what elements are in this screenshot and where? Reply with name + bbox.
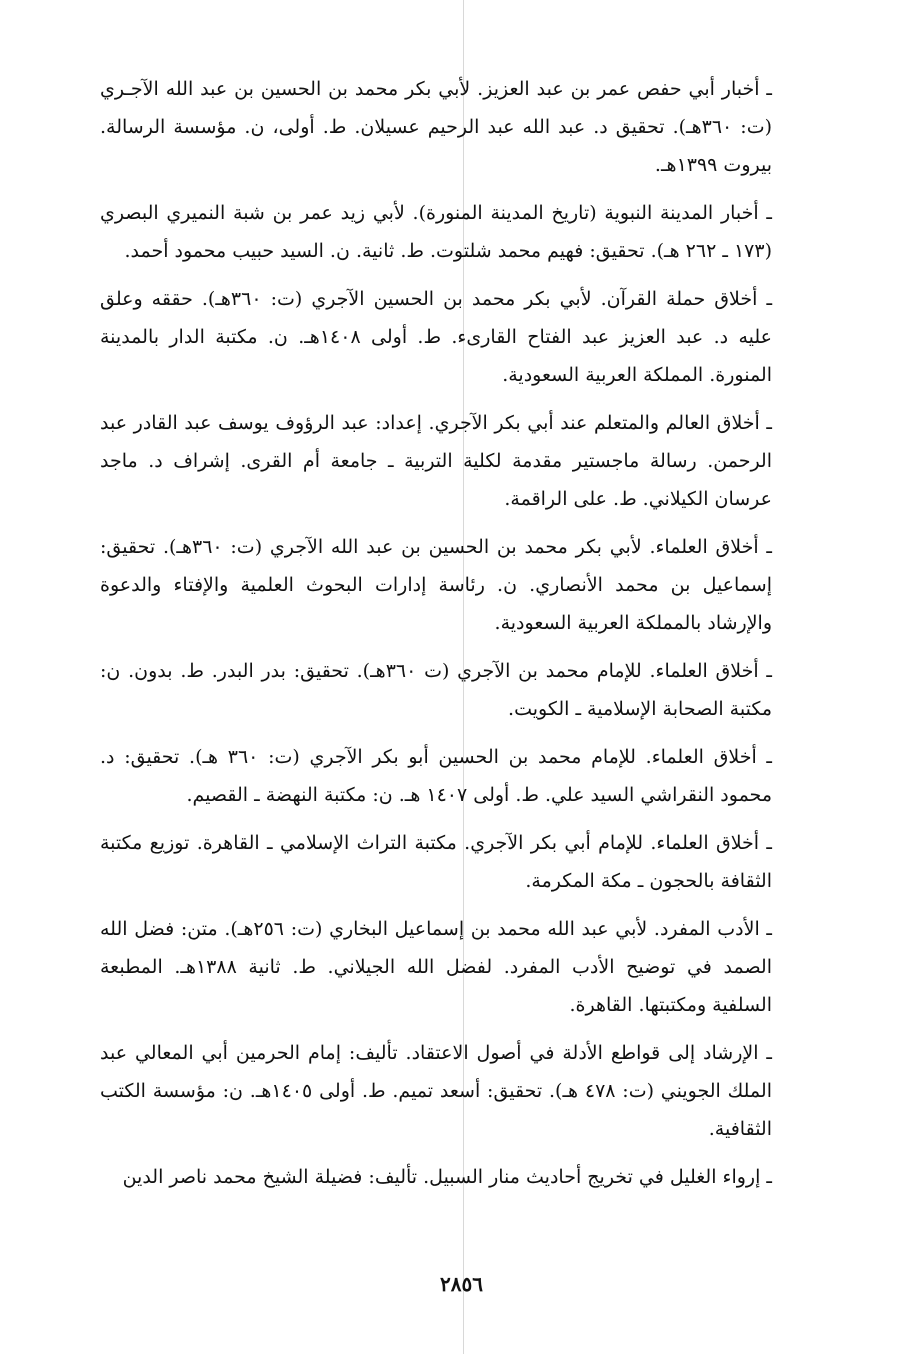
bibliography-entry: ـ أخبار المدينة النبوية (تاريخ المدينة المنورة). لأبي زيد عمر بن شبة النميري البصري (١٧٣ ـ ٢٦٢ هـ). تحقيق: فهيم محمد شلتوت. ط. ثانية. ن. السيد حبيب محمود أحمد. bbox=[100, 202, 772, 262]
bibliography-entry: ـ أخلاق العلماء. لأبي بكر محمد بن الحسين بن عبد الله الآجري (ت: ٣٦٠هـ). تحقيق: إسماعيل بن محمد الأنصاري. ن. رئاسة إدارات البحوث العلمية والإفتاء والدعوة والإرشاد بالمملكة العربية السعودية. bbox=[100, 536, 772, 634]
bibliography-entry: ـ الإرشاد إلى قواطع الأدلة في أصول الاعتقاد. تأليف: إمام الحرمين أبي المعالي عبد الملك الجويني (ت: ٤٧٨ هـ). تحقيق: أسعد تميم. ط. أولى ١٤٠٥هـ. ن: مؤسسة الكتب الثقافية. bbox=[100, 1042, 772, 1140]
bibliography-entry: ـ أخلاق العلماء. للإمام محمد بن الحسين أبو بكر الآجري (ت: ٣٦٠ هـ). تحقيق: د. محمود النقراشي السيد علي. ط. أولى ١٤٠٧ هـ. ن: مكتبة النهضة ـ القصيم. bbox=[100, 746, 772, 806]
bibliography-entry: ـ الأدب المفرد. لأبي عبد الله محمد بن إسماعيل البخاري (ت: ٢٥٦هـ). متن: فضل الله الصمد في توضيح الأدب المفرد. لفضل الله الجيلاني. ط. ثانية ١٣٨٨هـ. المطبعة السلفية ومكتبتها. القاهرة. bbox=[100, 918, 772, 1016]
bibliography-entry: ـ أخلاق العالم والمتعلم عند أبي بكر الآجري. إعداد: عبد الرؤوف يوسف عبد القادر عبد الرحمن. رسالة ماجستير مقدمة لكلية التربية ـ جامعة أم القرى. إشراف د. ماجد عرسان الكيلاني. ط. على الراقمة. bbox=[100, 412, 772, 510]
bibliography-entry: ـ أخلاق حملة القرآن. لأبي بكر محمد بن الحسين الآجري (ت: ٣٦٠هـ). حققه وعلق عليه د. عبد العزيز عبد الفتاح القارىء. ط. أولى ١٤٠٨هـ. ن. مكتبة الدار بالمدينة المنورة. المملكة العربية السعودية. bbox=[100, 288, 773, 386]
bibliography-entry: ـ أخلاق العلماء. للإمام أبي بكر الآجري. مكتبة التراث الإسلامي ـ القاهرة. توزيع مكتبة الثقافة بالحجون ـ مكة المكرمة. bbox=[100, 832, 772, 892]
bibliography-entry: ـ أخلاق العلماء. للإمام محمد بن الآجري (ت ٣٦٠هـ). تحقيق: بدر البدر. ط. بدون. ن: مكتبة الصحابة الإسلامية ـ الكويت. bbox=[100, 660, 773, 720]
bibliography-entry: ـ إرواء الغليل في تخريج أحاديث منار السبيل. تأليف: فضيلة الشيخ محمد ناصر الدين bbox=[122, 1166, 772, 1188]
page-number: ٢٨٥٦ bbox=[440, 1272, 483, 1296]
bibliography-page bbox=[100, 70, 772, 1206]
bibliography-entry: ـ أخبار أبي حفص عمر بن عبد العزيز. لأبي بكر محمد بن الحسين بن عبد الله الآجـري (ت: ٣٦٠هـ). تحقيق د. عبد الله عبد الرحيم عسيلان. ط. أولى، ن. مؤسسة الرسالة. بيروت ١٣٩٩هـ. bbox=[100, 78, 772, 176]
